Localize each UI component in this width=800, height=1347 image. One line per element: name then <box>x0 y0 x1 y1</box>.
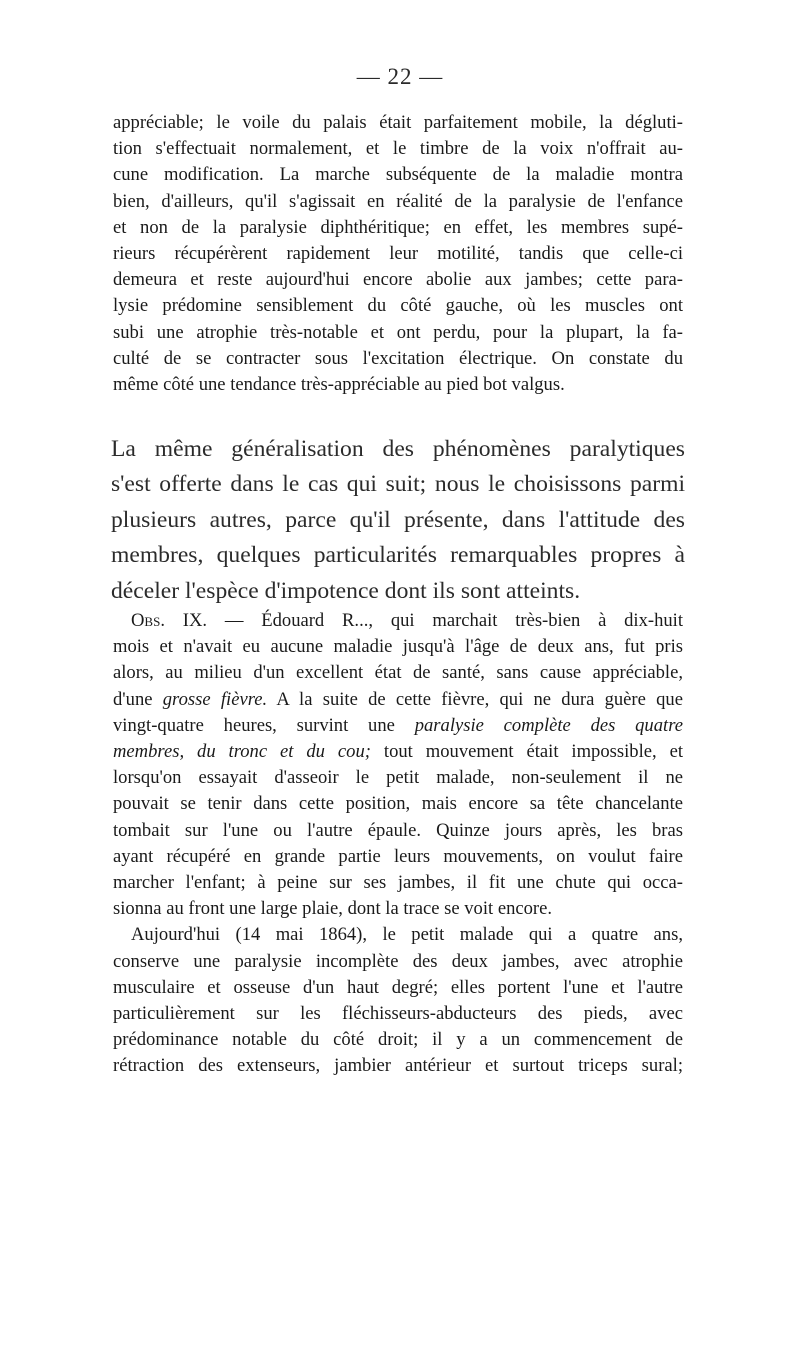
text-line: alors, au milieu d'un excellent état de santé, sans cause appréciable, <box>113 662 683 684</box>
text-line: particulièrement sur les fléchisseurs-abducteurs des pieds, avec <box>113 1003 683 1025</box>
text-line: cune modification. La marche subséquente de la maladie montra <box>113 164 683 186</box>
text-line: tombait sur l'une ou l'autre épaule. Quinze jours après, les bras <box>113 819 683 841</box>
paragraph-case-continuation <box>113 110 683 398</box>
text-line: musculaire et osseuse d'un haut degré; elles portent l'une et l'autre <box>113 976 683 998</box>
text-line: prédominance notable du côté droit; il y a un commencement de <box>113 1029 683 1051</box>
page-number: — 22 — <box>356 64 444 89</box>
text-line: subi une atrophie très-notable et ont perdu, pour la plupart, la fa- <box>113 321 683 343</box>
text-line <box>113 713 683 739</box>
italic-text: membres, du tronc et du cou; <box>113 741 371 763</box>
text-line: appréciable; le voile du palais était parfaitement mobile, la dégluti- <box>113 112 683 133</box>
text-line: rétraction des extenseurs, jambier antérieur et surtout triceps sural; <box>113 1055 683 1077</box>
text-line: mois et n'avait eu aucune maladie jusqu'à l'âge de deux ans, fut pris <box>113 636 683 658</box>
text-line: ayant récupéré en grande partie leurs mouvements, on voulut faire <box>113 845 683 867</box>
text-line: La même généralisation des phénomènes paralytiques <box>111 436 685 462</box>
observation-label: Obs. IX. <box>131 610 208 631</box>
text-line: plusieurs autres, parce qu'il présente, dans l'attitude des <box>111 506 685 533</box>
text-line <box>113 739 683 765</box>
text-line: sionna au front une large plaie, dont la trace se voit encore. <box>113 898 553 920</box>
text-line <box>113 687 683 713</box>
text-line: déceler l'espèce d'impotence dont ils sont atteints. <box>111 577 581 604</box>
text-line: bien, d'ailleurs, qu'il s'agissait en réalité de la paralysie de l'enfance <box>113 190 683 212</box>
text-line: marcher l'enfant; à peine sur ses jambes, il fit une chute qui occa- <box>113 872 683 894</box>
italic-text: paralysie complète des quatre <box>414 714 683 736</box>
text-line <box>113 608 683 634</box>
text-line: lysie prédomine sensiblement du côté gauche, où les muscles ont <box>113 295 683 317</box>
text-line: membres, quelques particularités remarquables propres à <box>111 542 685 569</box>
text-line: même côté une tendance très-appréciable au pied bot valgus. <box>113 374 565 396</box>
text-line: s'est offerte dans le cas qui suit; nous le choisissons parmi <box>111 471 685 498</box>
text-run: A la suite de cette fièvre, qui ne dura guère que <box>267 688 683 710</box>
text-line: tion s'effectuait normalement, et le timbre de la voix n'offrait au- <box>113 138 683 160</box>
text-line: lorsqu'on essayait d'asseoir le petit malade, non-seulement il ne <box>113 767 683 789</box>
text-line: pouvait se tenir dans cette position, mais encore sa tête chancelante <box>113 793 683 815</box>
text-line: Aujourd'hui (14 mai 1864), le petit malade qui a quatre ans, <box>131 924 683 946</box>
paragraph-introduction <box>111 432 685 609</box>
text-run: vingt-quatre heures, survint une <box>113 714 415 736</box>
text-line: conserve une paralysie incomplète des deux jambes, avec atrophie <box>113 950 683 972</box>
text-line: demeura et reste aujourd'hui encore abolie aux jambes; cette para- <box>113 269 683 291</box>
italic-text: grosse fièvre. <box>162 688 268 710</box>
text-line: rieurs récupérèrent rapidement leur motilité, tandis que celle-ci <box>113 243 683 265</box>
text-run: — Édouard R..., qui marchait très-bien à dix-huit <box>207 610 683 631</box>
observation-ix <box>113 608 683 1080</box>
text-run: tout mouvement était impossible, et <box>370 741 683 763</box>
text-run: d'une <box>113 688 163 710</box>
text-line: et non de la paralysie diphthéritique; en effet, les membres supé- <box>113 216 683 238</box>
text-line: culté de se contracter sous l'excitation électrique. On constate du <box>113 347 683 369</box>
